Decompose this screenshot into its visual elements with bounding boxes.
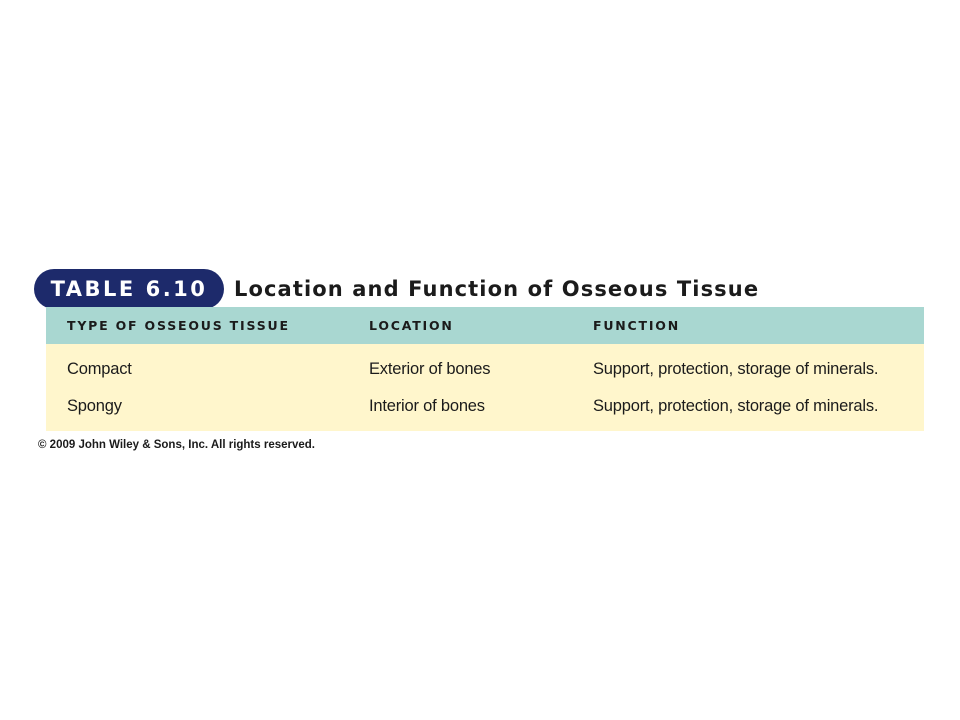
cell-type: Compact	[67, 360, 132, 378]
table-header-row	[46, 307, 924, 344]
cell-function: Support, protection, storage of minerals.	[593, 360, 879, 378]
header-function: FUNCTION	[593, 318, 680, 333]
table-body	[46, 344, 924, 431]
cell-type: Spongy	[67, 397, 122, 415]
table-title: Location and Function of Osseous Tissue	[234, 277, 760, 301]
table-number-badge: TABLE 6.10	[34, 269, 224, 309]
copyright-notice: © 2009 John Wiley & Sons, Inc. All rights reserved.	[38, 439, 316, 451]
cell-location: Interior of bones	[369, 397, 485, 415]
cell-function: Support, protection, storage of minerals.	[593, 397, 879, 415]
table-row	[46, 354, 924, 384]
table-row	[46, 391, 924, 421]
osseous-tissue-table	[46, 307, 924, 431]
header-location: LOCATION	[369, 318, 454, 333]
cell-location: Exterior of bones	[369, 360, 491, 378]
header-type: TYPE OF OSSEOUS TISSUE	[67, 318, 290, 333]
